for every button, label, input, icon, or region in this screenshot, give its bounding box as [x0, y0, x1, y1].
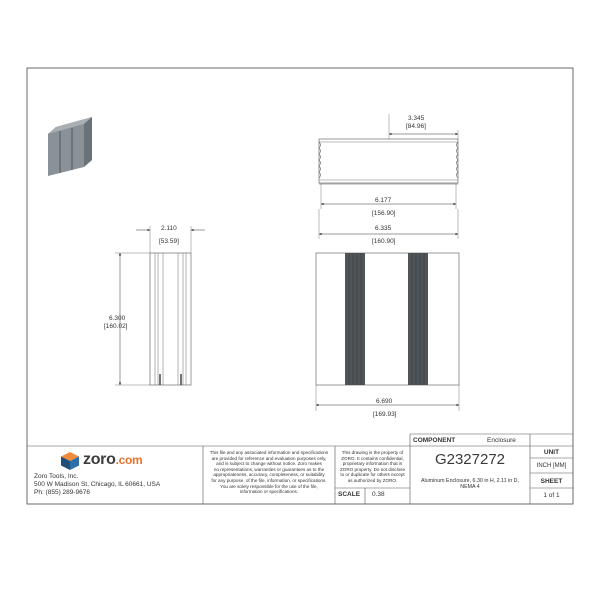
part-description: Aluminum Enclosure, 6.30 in H, 2.11 in D, NEMA 4 [421, 478, 519, 491]
company-phone: Ph: (855) 289-9676 [34, 489, 91, 496]
zoro-cube-icon [60, 451, 80, 471]
sheet-value: 1 of 1 [543, 492, 560, 499]
dim-3345-value: 3.345 [408, 115, 425, 122]
dim-3345-metric: [84.96] [406, 123, 426, 130]
scale-value: 0.38 [372, 491, 385, 498]
dim-6690-metric: [169.93] [373, 411, 397, 418]
dim-6177 [321, 184, 456, 217]
dim-6690 [316, 385, 459, 418]
isometric-view [48, 117, 92, 176]
unit-label: UNIT [543, 449, 560, 456]
component-label: COMPONENT [413, 437, 456, 444]
company-info [34, 473, 200, 497]
unit-value: INCH [MM] [536, 463, 567, 469]
company-address: 500 W Madison St, Chicago, IL 60661, USA [34, 481, 161, 488]
dim-2110 [136, 225, 205, 253]
side-view [150, 253, 191, 385]
component-value: Enclosure [487, 437, 516, 444]
part-number: G2327272 [434, 451, 506, 468]
dim-2110-value: 2.110 [161, 225, 177, 232]
dim-6300-value: 6.300 [109, 315, 126, 322]
logo-suffix: .com [115, 453, 143, 467]
dim-6177-value: 6.177 [375, 197, 392, 204]
dim-2110-metric: [53.59] [159, 238, 179, 245]
dim-6300 [104, 253, 150, 385]
dim-6335-metric: [160.90] [372, 238, 396, 245]
zoro-logo [60, 451, 180, 473]
dim-6300-metric: [160.02] [104, 323, 128, 330]
dim-3345 [389, 114, 458, 139]
scale-label: SCALE [338, 491, 361, 498]
dim-6177-metric: [156.90] [372, 210, 396, 217]
logo-word: zoro [83, 451, 116, 468]
property-notice: This drawing is the property of ZORO. It contains confidential, proprietary information that is ZORO property. Do not disclose to or duplicate for others except as authorized by ZORO. [339, 450, 406, 483]
disclaimer: This file and any associated information and specifications are provided for reference and evaluation purposes only, and is subject to change without notice. Zoro makes no representations, warranties or guarantees as to the appropriateness, accuracy, completeness, or suitability for any purpose, of the file, information, or specifications. You are solely responsible for the use of the file, information or specifications. [209, 450, 329, 495]
top-view [319, 139, 458, 184]
dim-6690-value: 6.690 [376, 398, 393, 405]
front-view [316, 253, 459, 385]
company-name: Zoro Tools, Inc. [34, 473, 79, 480]
dim-6335-value: 6.335 [375, 225, 392, 232]
sheet-label: SHEET [540, 478, 563, 485]
